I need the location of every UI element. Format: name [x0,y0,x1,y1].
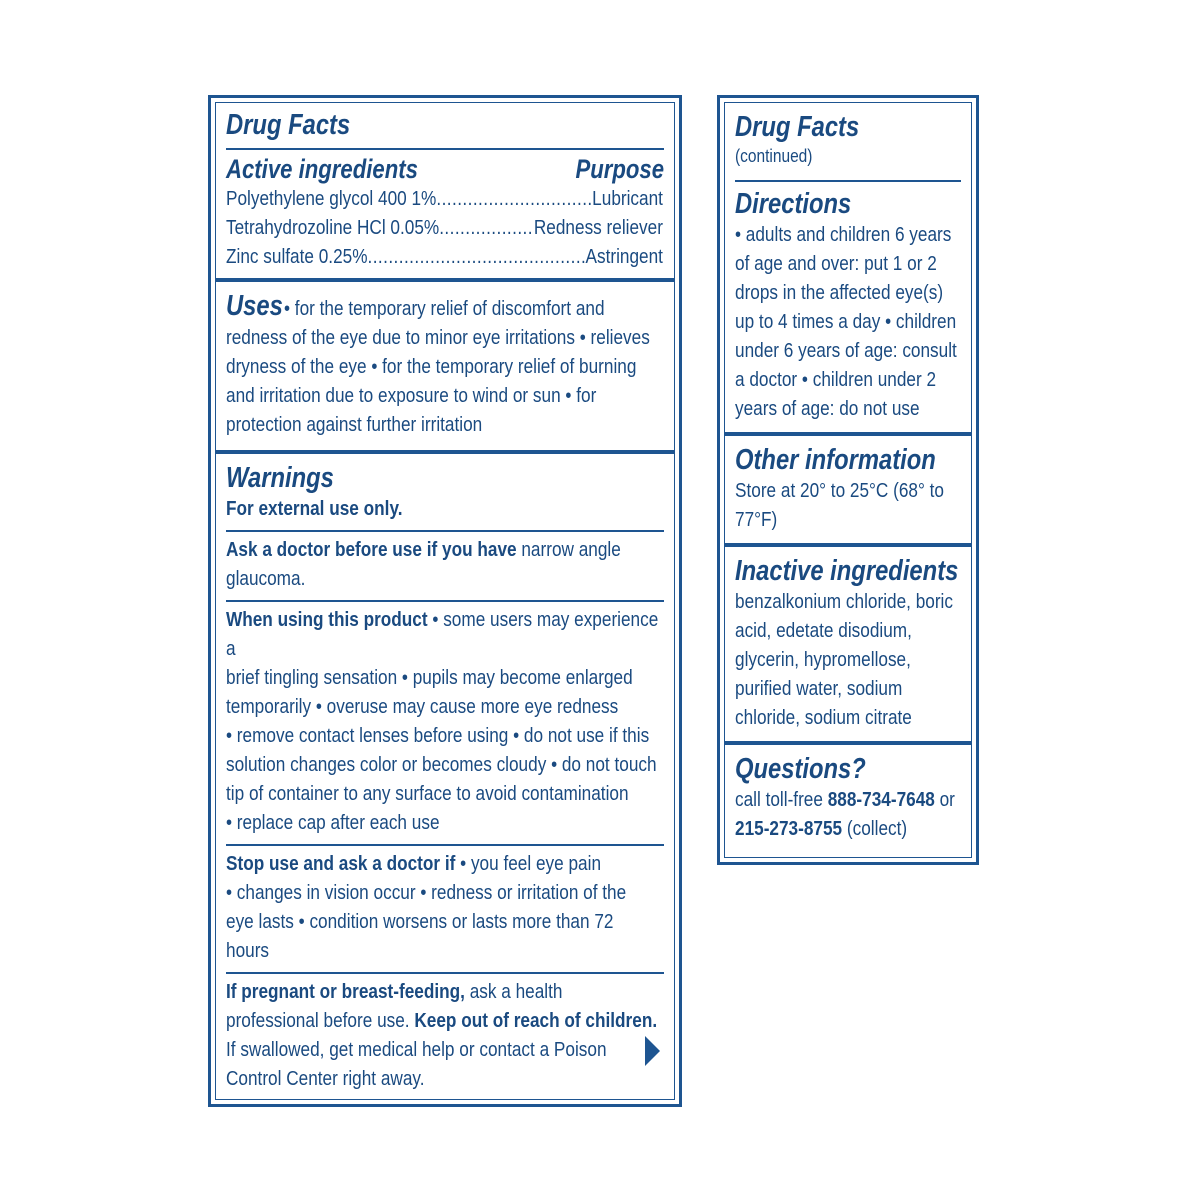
ingredient-row: Zinc sulfate 0.25% ..... Astringent [226,243,663,272]
active-ingredients-heading: Active ingredients [226,154,418,184]
toll-free-number: 888-734-7648 [827,789,935,811]
drug-facts-inner-left [215,102,675,1100]
right-triangle-icon [645,1036,660,1066]
inactive-ingredients-heading: Inactive ingredients [735,555,959,587]
other-information-section: Other information Store at 20° to 25°C (68° to 77°F) [725,432,971,543]
drug-facts-inner-right [724,102,972,858]
other-information-heading: Other information [735,444,936,476]
stop-use-block: Stop use and ask a doctor if • you feel eye pain • changes in vision occur • redness or irritation of the eye lasts • condition worsens or lasts more than 72 hours [226,853,627,962]
warnings-section [216,450,674,1090]
ingredient-row: Tetrahydrozoline HCl 0.05% ..... Redness reliever [226,214,663,243]
ask-doctor-block: Ask a doctor before use if you have narrow angle glaucoma. [226,539,621,590]
uses-section: Uses • for the temporary relief of discomfort and redness of the eye due to minor eye irritations • relieves dryness of the eye • for the temporary relief of burning and irritation due to exposure to wind or sun • for protection against further irritation [216,278,674,450]
inactive-ingredients-section: Inactive ingredients benzalkonium chloride, boric acid, edetate disodium, glycerin, hypromellose, purified water, sodium chloride, sodium citrate [725,543,971,741]
pregnancy-block: If pregnant or breast-feeding, ask a health professional before use. Keep out of reach of children. If swallowed, get medical help or contact a Poison Control Center right away. [226,981,658,1090]
ingredient-row: Polyethylene glycol 400 1% ..... Lubricant [226,185,663,214]
uses-heading: Uses [226,290,283,322]
continued-label: (continued) [735,146,813,166]
directions-section: Directions • adults and children 6 years of age and over: put 1 or 2 drops in the affected eye(s) up to 4 times a day • children under 6 years of age: consult a doctor • children under 2 years of age: do not use [735,188,957,420]
external-use-text: For external use only. [226,498,403,520]
drug-facts-panel-left [208,95,682,1107]
purpose-heading: Purpose [575,154,664,184]
questions-heading: Questions? [735,753,866,785]
drug-facts-title: Drug Facts [226,109,351,141]
drug-facts-panel-right [717,95,979,865]
active-ingredients-header [226,154,664,185]
directions-heading: Directions [735,188,852,220]
drug-facts-title-continued: Drug Facts [735,111,860,143]
collect-number: 215-273-8755 [735,818,843,840]
warnings-heading: Warnings [226,462,334,494]
when-using-block: When using this product • some users may experience a brief tingling sensation • pupils may become enlarged temporarily • overuse may cause more eye redness • remove contact lenses before using • do not use if this solution changes color or becomes cloudy • do not touch tip of container to any surface to avoid contamination • replace cap after each use [226,609,659,834]
questions-section: Questions? call toll-free 888-734-7648 or 215-273-8755 (collect) [725,741,971,844]
